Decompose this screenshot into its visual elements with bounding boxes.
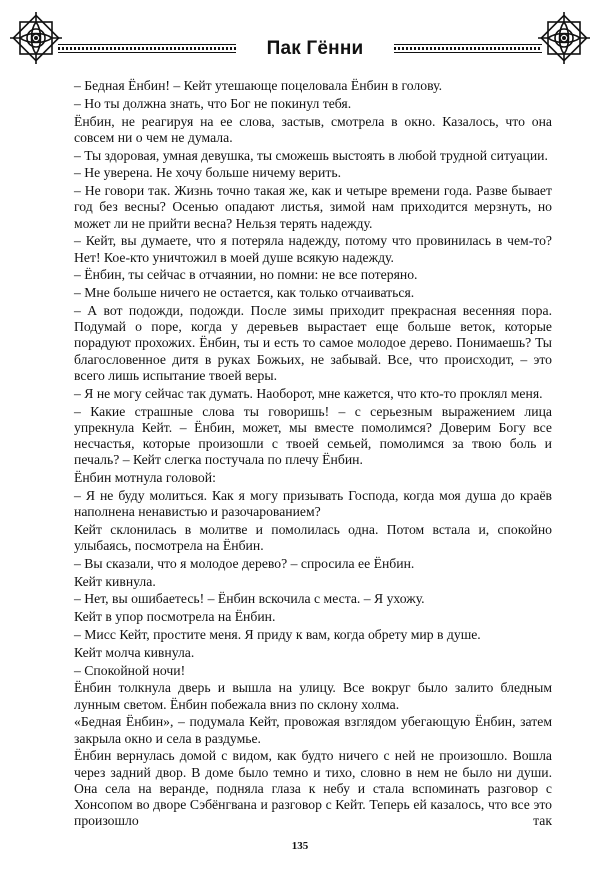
paragraph: Кейт молча кивнула. bbox=[74, 644, 195, 660]
body-text bbox=[74, 78, 552, 831]
header-rule-left bbox=[58, 44, 236, 54]
paragraph: Кейт в упор посмотрела на Ёнбин. bbox=[74, 609, 276, 625]
paragraph: – Бедная Ёнбин! – Кейт утешающе поцеловала Ёнбин в голову. bbox=[74, 78, 442, 93]
running-header bbox=[0, 0, 600, 80]
running-title: Пак Гённи bbox=[266, 38, 364, 59]
paragraph: – Ёнбин, ты сейчас в отчаянии, но помни: не все потеряно. bbox=[74, 267, 418, 283]
paragraph: – Не уверена. Не хочу больше ничему верить. bbox=[74, 165, 341, 181]
paragraph: Кейт кивнула. bbox=[74, 573, 156, 589]
paragraph: Ёнбин вернулась домой с видом, как будто ничего с ней не произошло. Вошла через задний двор. В доме было темно и тихо, словно в нем не было ни души. Она села на веранде, подняла глаза к небу и стала вспоминать разговор с Хонсопом во дворе Сэбёнгвана и разговор с Кейт. Теперь ей казалось, что все это произошло так bbox=[74, 748, 552, 829]
paragraph: – Не говори так. Жизнь точно такая же, как и четыре времени года. Разве бывает год без весны? Осенью опадают листья, зимой нам приходится мерзнуть, но может ли не прийти весна? Нельзя терять надежду. bbox=[74, 183, 552, 231]
paragraph: – Какие страшные слова ты говоришь! – с серьезным выражением лица упрекнула Кейт. – Ёнбин, может, мы вместе помолимся? Доверим Богу все несчастья, которые произошли с твоей семьей, помолимся за твою боль и печаль? – Кейт слегка постучала по плечу Ёнбин. bbox=[74, 403, 552, 468]
paragraph: Ёнбин, не реагируя на ее слова, застыв, смотрела в окно. Казалось, что она совсем ни о чем не думала. bbox=[74, 113, 552, 145]
paragraph: – Мисс Кейт, простите меня. Я приду к вам, когда обрету мир в душе. bbox=[74, 627, 481, 642]
paragraph: – Кейт, вы думаете, что я потеряла надежду, потому что провинилась в чем-то? Нет! Кое-кто уничтожил в моей душе всякую надежду. bbox=[74, 233, 552, 265]
paragraph: Ёнбин мотнула головой: bbox=[74, 470, 216, 486]
page-number: 135 bbox=[291, 840, 309, 852]
paragraph: Кейт склонилась в молитве и помолилась одна. Потом встала и, спокойно улыбаясь, посмотрела на Ёнбин. bbox=[74, 521, 552, 554]
paragraph: – Вы сказали, что я молодое дерево? – спросила ее Ёнбин. bbox=[74, 555, 415, 571]
paragraph: – Ты здоровая, умная девушка, ты сможешь выстоять в любой трудной ситуации. bbox=[74, 147, 548, 163]
paragraph: – Я не буду молиться. Как я могу призывать Господа, когда моя душа до краёв наполнена ненавистью и разочарованием? bbox=[74, 487, 552, 520]
ornament-rosette-icon bbox=[8, 10, 64, 66]
paragraph: – Но ты должна знать, что Бог не покинул тебя. bbox=[74, 95, 352, 111]
paragraph: – Спокойной ночи! bbox=[74, 662, 186, 678]
paragraph: – Я не могу сейчас так думать. Наоборот, мне кажется, что кто-то проклял меня. bbox=[74, 385, 543, 401]
ornament-rosette-icon bbox=[536, 10, 592, 66]
paragraph: Ёнбин толкнула дверь и вышла на улицу. Все вокруг было залито бледным лунным светом. Ёнбин побежала вниз по склону холма. bbox=[74, 680, 552, 712]
paragraph: – Нет, вы ошибаетесь! – Ёнбин вскочила с места. – Я ухожу. bbox=[74, 591, 425, 607]
header-rule-right bbox=[394, 44, 542, 54]
paragraph: – Мне больше ничего не остается, как только отчаиваться. bbox=[74, 285, 415, 301]
paragraph: – А вот подожди, подожди. После зимы приходит прекрасная весенняя пора. Подумай о поре, когда у деревьев вырастает еще больше веток, которые порадуют прохожих. Ёнбин, ты и есть то самое молодое дерево. Понимаешь? Ты благословенное дитя в руках Божьих, не забывай. Все, что происходит, – это всего лишь испытание твоей веры. bbox=[74, 302, 552, 384]
paragraph: «Бедная Ёнбин», – подумала Кейт, провожая взглядом убегающую Ёнбин, затем закрыла окно и села в раздумье. bbox=[74, 714, 552, 746]
